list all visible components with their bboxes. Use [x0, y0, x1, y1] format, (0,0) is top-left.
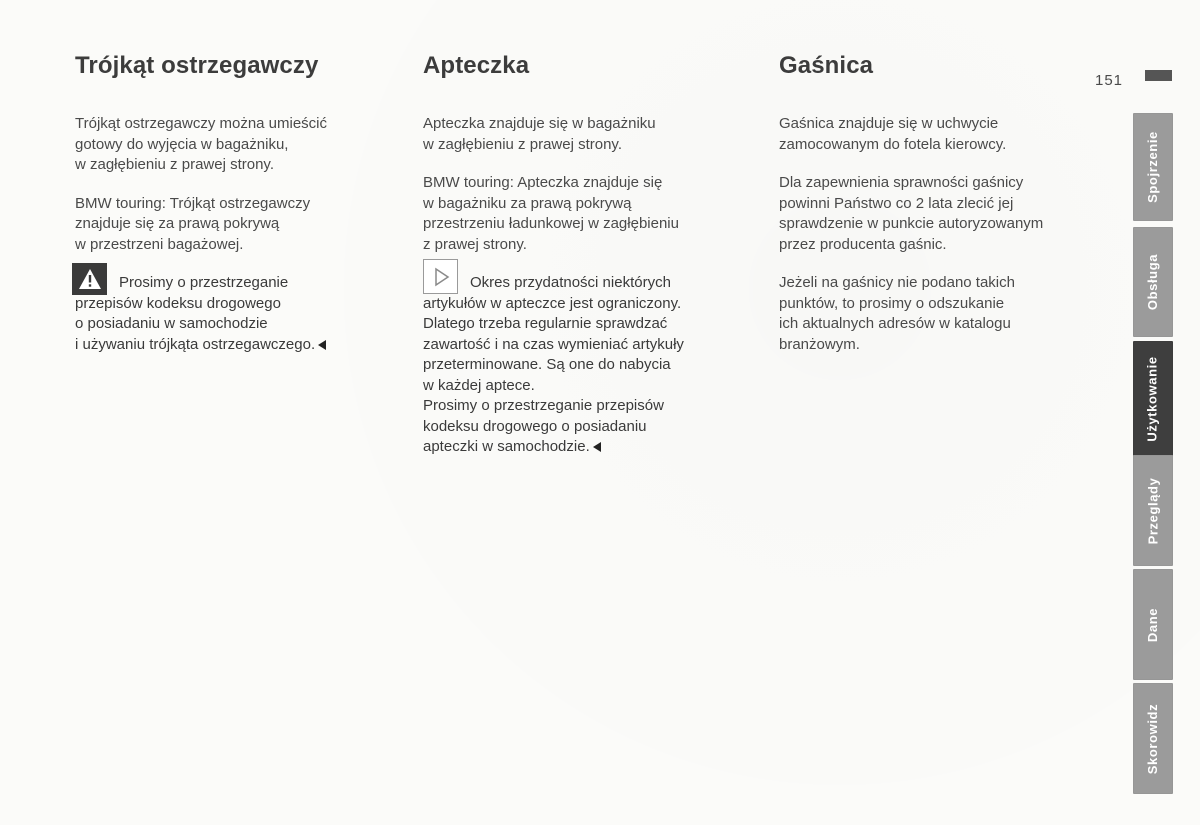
- section-paragraph: Trójkąt ostrzegawczy można umieścić gotowy do wyjęcia w bagażniku, w zagłębieniu z prawej strony.: [75, 115, 328, 173]
- section-title: Gaśnica: [779, 52, 874, 79]
- side-tab-dane[interactable]: [1133, 569, 1173, 680]
- section-paragraph: BMW touring: Trójkąt ostrzegawczy znajduje się za prawą pokrywą w przestrzeni bagażowej.: [75, 194, 311, 253]
- section-paragraph: Apteczka znajduje się w bagażniku w zagłębieniu z prawej strony.: [423, 115, 656, 153]
- side-tab-label: Obsługa: [1145, 253, 1160, 311]
- notice-text: Okres przydatności niektórych artykułów w apteczce jest ograniczony. Dlatego trzeba regularnie sprawdzać zawartość i na czas wymieniać artykuły przeterminowane. Są one do nabycia w każdej aptece. Prosimy o przestrzeganie przepisów kodeksu drogowego o posiadaniu apteczki w samochodzie.: [423, 274, 684, 455]
- side-tab-label: Użytkowanie: [1145, 355, 1160, 442]
- section-title: Apteczka: [423, 52, 530, 79]
- info-notice: [423, 273, 768, 458]
- side-tab-label: Dane: [1144, 607, 1160, 642]
- info-icon: [423, 259, 458, 294]
- section-first-aid-kit: [423, 52, 768, 458]
- info-text: [423, 273, 768, 458]
- end-mark-icon: [593, 442, 601, 452]
- page-marker: [1145, 70, 1172, 81]
- end-mark-icon: [318, 340, 326, 350]
- notice-text: Prosimy o przestrzeganie przepisów kodeksu drogowego o posiadaniu w samochodzie i używaniu trójkąta ostrzegawczego.: [75, 274, 316, 353]
- section-title: Trójkąt ostrzegawczy: [75, 52, 319, 79]
- section-paragraph: Jeżeli na gaśnicy nie podano takich punktów, to prosimy o odszukanie ich aktualnych adresów w katalogu branżowym.: [779, 274, 1015, 353]
- side-tab-label: Przeglądy: [1145, 477, 1161, 544]
- side-tab-uzytkowanie[interactable]: [1133, 341, 1173, 456]
- section-fire-extinguisher: [779, 52, 1129, 373]
- section-warning-triangle: [75, 52, 410, 355]
- side-tab-label: Skorowidz: [1145, 703, 1161, 774]
- section-paragraph: BMW touring: Apteczka znajduje się w bagażniku za prawą pokrywą przestrzeniu ładunkowej w zagłębieniu z prawej strony.: [423, 174, 679, 253]
- warning-text: [75, 273, 410, 355]
- warning-icon: [72, 263, 107, 295]
- side-tab-spojrzenie[interactable]: [1133, 113, 1173, 221]
- side-tab-label: Spojrzenie: [1145, 131, 1160, 203]
- section-paragraph: Dla zapewnienia sprawności gaśnicy powinni Państwo co 2 lata zlecić jej sprawdzenie w punkcie autoryzowanym przez producenta gaśnic.: [779, 174, 1044, 253]
- warning-notice: [75, 273, 410, 355]
- side-tab-skorowidz[interactable]: [1133, 683, 1173, 794]
- side-tab-przeglady[interactable]: [1133, 455, 1173, 566]
- page-number: 151: [1095, 72, 1124, 89]
- section-paragraph: Gaśnica znajduje się w uchwycie zamocowanym do fotela kierowcy.: [779, 115, 1007, 153]
- side-tab-obsluga[interactable]: [1133, 227, 1173, 337]
